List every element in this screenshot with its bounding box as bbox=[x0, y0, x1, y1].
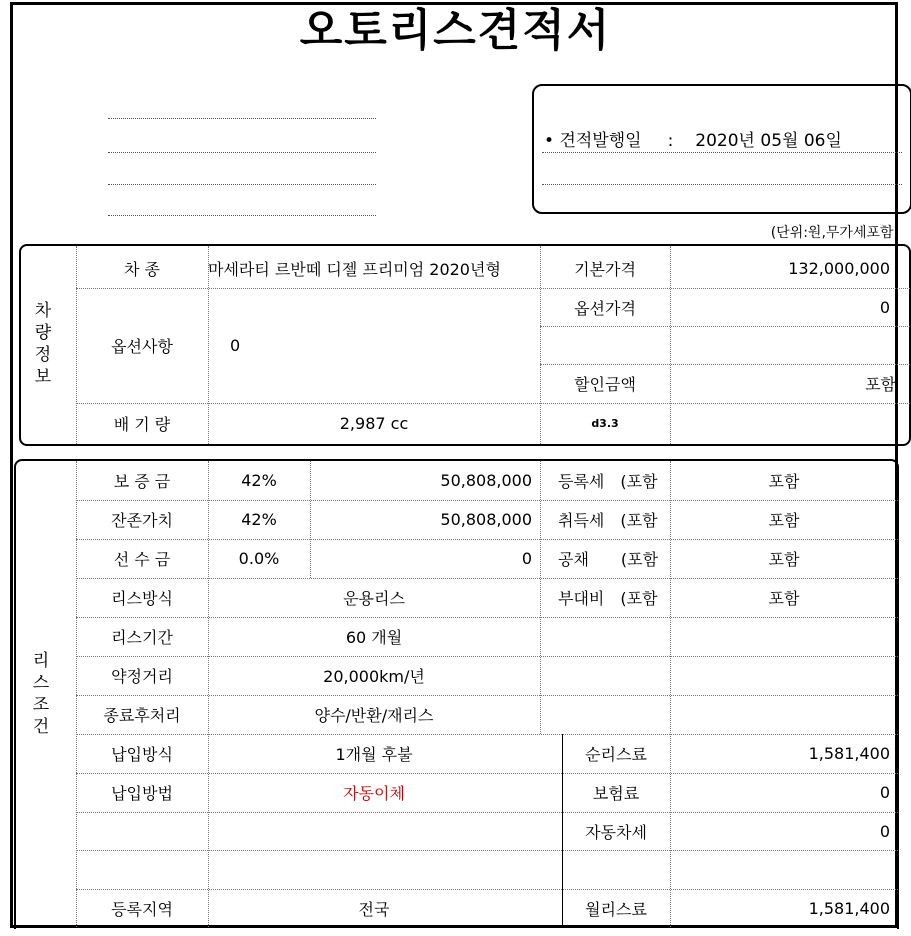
unit-note: (단위:원,무가세포함) bbox=[770, 225, 899, 241]
date-box-line bbox=[542, 152, 902, 153]
period-label: 리스기간 bbox=[111, 628, 173, 647]
tax-note: (포함 bbox=[620, 511, 658, 530]
option-label: 옵션사항 bbox=[111, 337, 173, 356]
tax-row-acquisition bbox=[558, 500, 670, 539]
end-label: 종료후처리 bbox=[103, 706, 181, 725]
payment-type-value: 1개월 후불 bbox=[335, 745, 413, 764]
monthly-value: 1,581,400 bbox=[808, 898, 890, 918]
bullet-icon: • bbox=[544, 131, 555, 151]
period-value: 60 개월 bbox=[345, 628, 403, 647]
residual-label: 잔존가치 bbox=[111, 511, 173, 530]
monthly-label: 월리스료 bbox=[585, 899, 647, 919]
lease-section-label: 리스조건 bbox=[32, 651, 50, 737]
base-price-value: 132,000,000 bbox=[788, 258, 890, 278]
tax-note: (포함 bbox=[620, 550, 659, 569]
header-blank-line bbox=[108, 184, 376, 185]
issue-date-label: 견적발행일 bbox=[559, 131, 642, 151]
net-lease-label: 순리스료 bbox=[585, 745, 647, 764]
header-blank-line bbox=[108, 152, 376, 153]
issue-date-row bbox=[544, 126, 842, 151]
payment-type-label: 납입방식 bbox=[111, 745, 173, 764]
deposit-amount: 50,808,000 bbox=[440, 471, 532, 490]
header-blank-line bbox=[108, 118, 376, 119]
discount-label: 할인금액 bbox=[574, 375, 636, 394]
region-label: 등록지역 bbox=[111, 899, 173, 919]
method-value: 운용리스 bbox=[343, 589, 405, 608]
tax-note: (포함 bbox=[620, 472, 658, 491]
tax-label: 부대비 bbox=[558, 589, 605, 608]
tax-label: 취득세 bbox=[558, 511, 605, 530]
displacement-label: 배 기 량 bbox=[113, 414, 171, 434]
residual-amount: 50,808,000 bbox=[440, 510, 532, 529]
model-label: 차 종 bbox=[124, 259, 160, 279]
tax-label: 공채 bbox=[558, 550, 589, 569]
issue-date-box bbox=[532, 84, 911, 214]
date-box-line bbox=[542, 184, 902, 185]
tax-row-extra bbox=[558, 578, 670, 617]
displacement-value: 2,987 cc bbox=[339, 413, 409, 433]
misc-code: d3.3 bbox=[591, 416, 619, 430]
distance-label: 약정거리 bbox=[111, 667, 173, 686]
distance-value: 20,000km/년 bbox=[323, 667, 425, 686]
discount-value: 포함 bbox=[865, 375, 896, 394]
model-value: 마세라티 르반떼 디젤 프리미엄 2020년형 bbox=[208, 259, 501, 279]
option-price-value: 0 bbox=[879, 297, 890, 317]
prepay-pct: 0.0% bbox=[238, 549, 280, 568]
region-value: 전국 bbox=[358, 899, 390, 919]
tax-value: 포함 bbox=[768, 550, 800, 569]
tax-value: 포함 bbox=[768, 472, 800, 491]
car-tax-value: 0 bbox=[879, 821, 890, 841]
tax-row-bond bbox=[558, 539, 670, 578]
net-lease-value: 1,581,400 bbox=[808, 744, 890, 763]
issue-date-value: 2020년 05월 06일 bbox=[695, 131, 842, 151]
tax-note: (포함 bbox=[620, 589, 658, 608]
residual-pct: 42% bbox=[241, 510, 277, 529]
tax-value: 포함 bbox=[768, 511, 800, 530]
header-blank-line bbox=[108, 215, 376, 216]
page-title: 오토리스견적서 bbox=[299, 5, 612, 56]
tax-label: 등록세 bbox=[558, 472, 605, 491]
issue-date-colon: : bbox=[667, 131, 674, 151]
payment-method-label: 납입방법 bbox=[111, 784, 173, 803]
payment-method-value: 자동이체 bbox=[343, 784, 405, 803]
option-value: 0 bbox=[230, 336, 241, 355]
deposit-pct: 42% bbox=[241, 471, 277, 490]
end-value: 양수/반환/재리스 bbox=[314, 706, 434, 725]
tax-value: 포함 bbox=[768, 589, 800, 608]
method-label: 리스방식 bbox=[111, 589, 173, 608]
tax-row-registration bbox=[558, 461, 670, 500]
option-price-label: 옵션가격 bbox=[574, 298, 636, 318]
base-price-label: 기본가격 bbox=[574, 259, 636, 279]
deposit-label: 보 증 금 bbox=[113, 472, 171, 491]
car-tax-label: 자동차세 bbox=[585, 822, 647, 842]
insurance-value: 0 bbox=[879, 783, 890, 802]
insurance-label: 보험료 bbox=[592, 784, 640, 803]
prepay-amount: 0 bbox=[521, 549, 532, 568]
prepay-label: 선 수 금 bbox=[113, 550, 171, 569]
vehicle-section-label: 차량정보 bbox=[34, 301, 52, 387]
